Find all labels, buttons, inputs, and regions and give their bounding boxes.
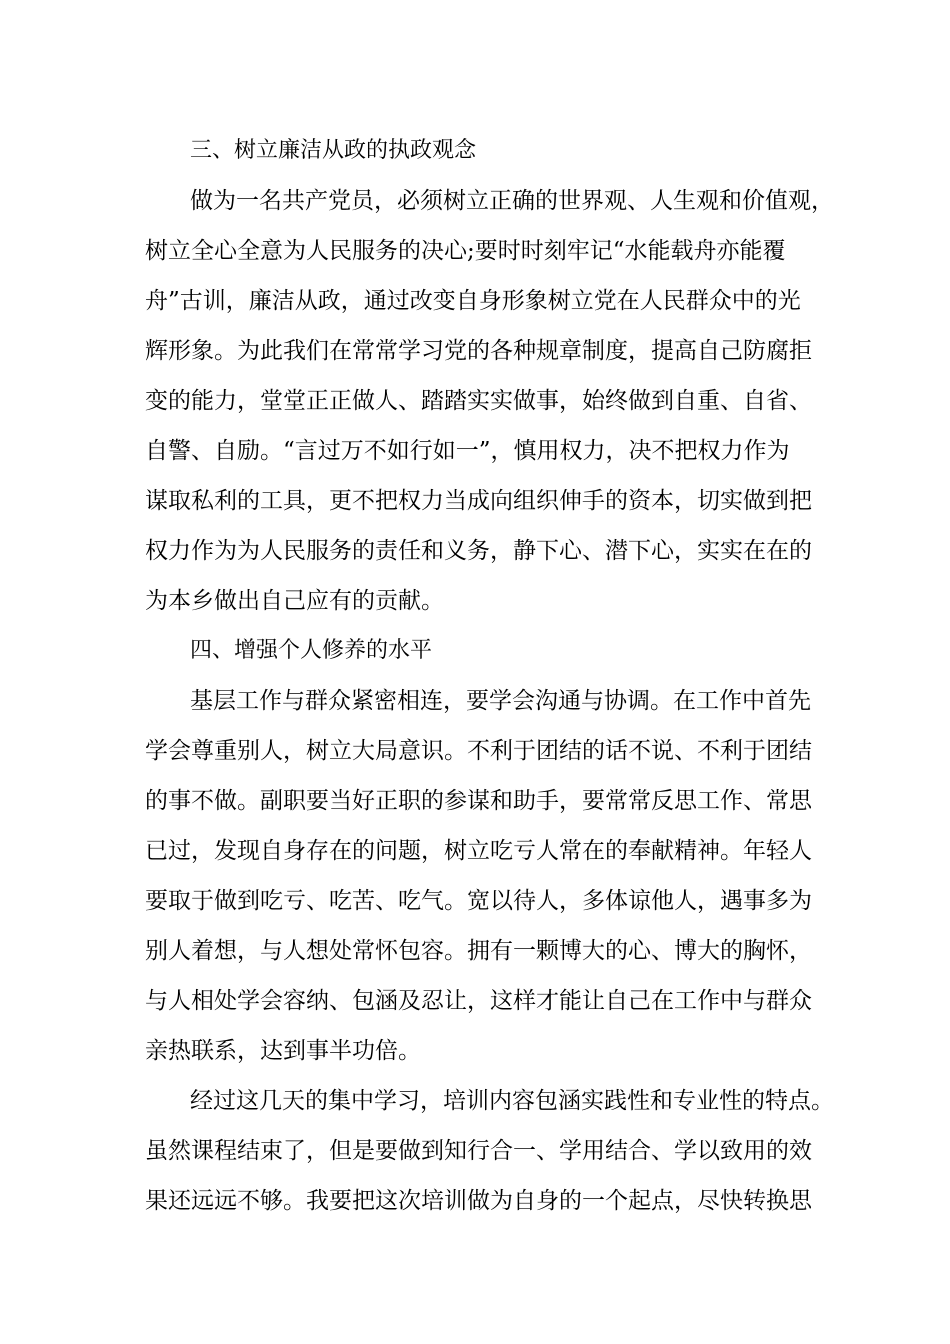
paragraph-line: 基层工作与群众紧密相连，要学会沟通与协调。在工作中首先 [190, 688, 811, 714]
paragraph-line: 与人相处学会容纳、包涵及忍让，这样才能让自己在工作中与群众 [145, 988, 812, 1014]
paragraph-line: 已过，发现自身存在的问题，树立吃亏人常在的奉献精神。年轻人 [145, 838, 812, 864]
closing-paragraph-line: 虽然课程结束了，但是要做到知行合一、学用结合、学以致用的效 [145, 1138, 812, 1164]
section-heading-four: 四、增强个人修养的水平 [190, 638, 433, 663]
paragraph-line: 学会尊重别人，树立大局意识。不利于团结的话不说、不利于团结 [145, 738, 812, 764]
paragraph-line: 自警、自励。“言过万不如行如一”，慎用权力，决不把权力作为 [145, 438, 790, 464]
paragraph-line: 树立全心全意为人民服务的决心;要时时刻牢记“水能载舟亦能覆 [145, 238, 786, 264]
paragraph-line: 辉形象。为此我们在常常学习党的各种规章制度，提高自己防腐拒 [145, 338, 812, 364]
paragraph-line: 要取于做到吃亏、吃苦、吃气。宽以待人，多体谅他人，遇事多为 [145, 888, 812, 914]
paragraph-line: 别人着想，与人想处常怀包容。拥有一颗博大的心、博大的胸怀， [145, 938, 812, 964]
paragraph-line: 的事不做。副职要当好正职的参谋和助手，要常常反思工作、常思 [145, 788, 812, 814]
paragraph-line: 谋取私利的工具，更不把权力当成向组织伸手的资本，切实做到把 [145, 488, 812, 514]
section-heading-three: 三、树立廉洁从政的执政观念 [190, 138, 477, 163]
paragraph-line: 做为一名共产党员，必须树立正确的世界观、人生观和价值观， [190, 188, 834, 214]
closing-paragraph-line: 经过这几天的集中学习，培训内容包涵实践性和专业性的特点。 [190, 1088, 834, 1114]
closing-paragraph-line: 果还远远不够。我要把这次培训做为自身的一个起点，尽快转换思 [145, 1188, 812, 1214]
paragraph-line: 为本乡做出自己应有的贡献。 [145, 588, 444, 614]
paragraph-line: 舟”古训，廉洁从政，通过改变自身形象树立党在人民群众中的光 [145, 288, 801, 314]
paragraph-line: 权力作为为人民服务的责任和义务，静下心、潜下心，实实在在的 [145, 538, 812, 564]
paragraph-line: 亲热联系，达到事半功倍。 [145, 1038, 421, 1064]
paragraph-line: 变的能力，堂堂正正做人、踏踏实实做事，始终做到自重、自省、 [145, 388, 812, 414]
